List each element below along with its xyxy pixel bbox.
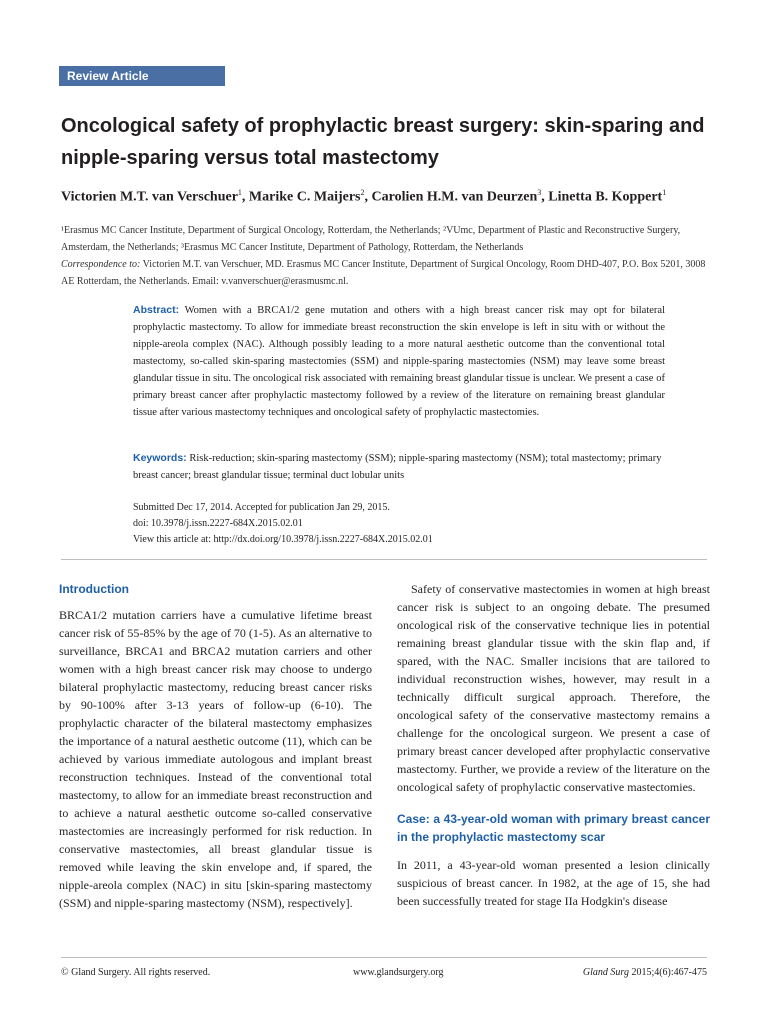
left-column [59, 580, 372, 920]
correspondence-label: Correspondence to: [61, 259, 141, 270]
footer-divider [61, 957, 707, 958]
article-type-badge: Review Article [59, 66, 225, 86]
submission-dates: Submitted Dec 17, 2014. Accepted for publication Jan 29, 2015. [133, 502, 390, 513]
author-affiliation-marker: 2 [360, 188, 365, 197]
abstract-label: Abstract: [133, 304, 180, 316]
page-footer [61, 965, 707, 981]
author-name[interactable]: Marike C. Maijers [248, 189, 361, 205]
copyright-notice: © Gland Surgery. All rights reserved. [61, 967, 211, 978]
journal-citation [583, 965, 707, 981]
author-affiliations: ¹Erasmus MC Cancer Institute, Department of Surgical Oncology, Rotterdam, the Netherlands; ²VUmc, Department of Plastic and Reconstructive Surgery, Amsterdam, the Netherlands; ³Erasmus MC Cancer Institute, Department of Pathology, Rotterdam, the Netherlands [61, 225, 681, 253]
citation-volume: 2015;4(6):467-475 [628, 967, 707, 978]
correspondence-info [61, 256, 711, 290]
keywords-text: Risk-reduction; skin-sparing mastectomy (SSM); nipple-sparing mastectomy (NSM); total mastectomy; primary breast cancer; breast glandular tissue; terminal duct lobular units [133, 453, 662, 481]
case-paragraph: In 2011, a 43-year-old woman presented a lesion clinically suspicious of breast cancer. In 1982, at the age of 15, she had been successfully treated for stage IIa Hodgkin's disease [397, 858, 710, 908]
abstract-text: Women with a BRCA1/2 gene mutation and others with a high breast cancer risk may opt for bilateral prophylactic mastectomy. To allow for immediate breast reconstruction the skin envelope is left in situ with or without the nipple-areola complex (NAC). Although possibly leading to a more natural aesthetic outcome than the conventional total mastectomy, so-called skin-sparing mastectomies (SSM) and nipple-sparing mastectomies (NSM) may leave some breast glandular tissue in situ. The oncological risk associated with remaining breast glandular tissue is unclear. We present a case of primary breast cancer after prophylactic mastectomy followed by a review of the literature on remaining breast glandular tissue after various mastectomy techniques and oncological safety of prophylactic mastectomies. [133, 305, 665, 418]
abstract-section [133, 302, 665, 421]
journal-name: Gland Surg [582, 967, 629, 978]
keywords-section [133, 450, 665, 484]
article-title: Oncological safety of prophylactic breast surgery: skin-sparing and nipple-sparing versus total mastectomy [61, 115, 705, 169]
doi-text[interactable]: doi: 10.3978/j.issn.2227-684X.2015.02.01 [133, 518, 303, 529]
keywords-label: Keywords: [133, 452, 187, 464]
journal-website-link[interactable]: www.glandsurgery.org [353, 967, 444, 978]
author-affiliation-marker: 3 [537, 188, 542, 197]
author-affiliation-marker: 1 [662, 188, 667, 197]
publication-dates [133, 500, 665, 548]
author-affiliation-marker: 1 [237, 188, 242, 197]
author-name[interactable]: Linetta B. Koppert [548, 189, 663, 205]
case-heading: Case: a 43-year-old woman with primary breast cancer in the prophylactic mastectomy scar [397, 812, 710, 844]
author-name[interactable]: Carolien H.M. van Deurzen [371, 189, 538, 205]
right-column [397, 580, 710, 918]
section-divider [61, 559, 707, 560]
introduction-paragraph: BRCA1/2 mutation carriers have a cumulative lifetime breast cancer risk of 55-85% by the age of 70 (1-5). As an alternative to surveillance, BRCA1 and BRCA2 mutation carriers and other women with a high breast cancer risk may choose to undergo bilateral prophylactic mastectomy, reducing breast cancer risks by 90-100% after 3-13 years of follow-up (6-10). The prophylactic character of the bilateral mastectomy emphasizes the importance of a natural aesthetic outcome (11), which can be achieved by various immediate autologous and implant breast reconstruction techniques. Instead of the conventional total mastectomy, to allow for an immediate breast reconstruction and to achieve a natural aesthetic outcome so-called conservative mastectomies are increasingly performed for risk reduction. In conservative mastectomies, all breast glandular tissue is removed while leaving the skin envelope and, if spared, the nipple-areola complex (NAC) in situ [skin-sparing mastectomy (SSM) and nipple-sparing mastectomy (NSM), respectively]. [59, 608, 372, 910]
article-url-link[interactable]: View this article at: http://dx.doi.org/10.3978/j.issn.2227-684X.2015.02.01 [133, 534, 433, 545]
author-list: Victorien M.T. van Verschuer$^1$, Marike C. Maijers$^2$, Carolien H.M. van Deurzen$^3$, Linetta B. Koppert$^1$ [61, 188, 667, 205]
correspondence-text[interactable]: Victorien M.T. van Verschuer, MD. Erasmus MC Cancer Institute, Department of Surgical Oncology, Room DHD-407, P.O. Box 5201, 3008 AE Rotterdam, the Netherlands. Email: v.vanverschuer@erasmusmc.nl. [61, 259, 706, 287]
author-name[interactable]: Victorien M.T. van Verschuer [61, 189, 238, 205]
introduction-heading: Introduction [59, 582, 129, 596]
body-paragraph: Safety of conservative mastectomies in women at high breast cancer risk is subject to an ongoing debate. The presumed oncological risk of the conservative technique lies in potential remaining breast glandular tissue with the skin flap and, if spared, with the NAC. Smaller incisions that are tailored to individual reconstruction wishes, however, may result in a technically difficult surgical approach. Therefore, the oncological safety of the conservative mastectomy remains a challenge for the oncological surgeon. We present a case of primary breast cancer developed after prophylactic conservative mastectomy. Further, we provide a review of the literature on the oncological safety of prophylactic conservative mastectomies. [397, 582, 710, 794]
